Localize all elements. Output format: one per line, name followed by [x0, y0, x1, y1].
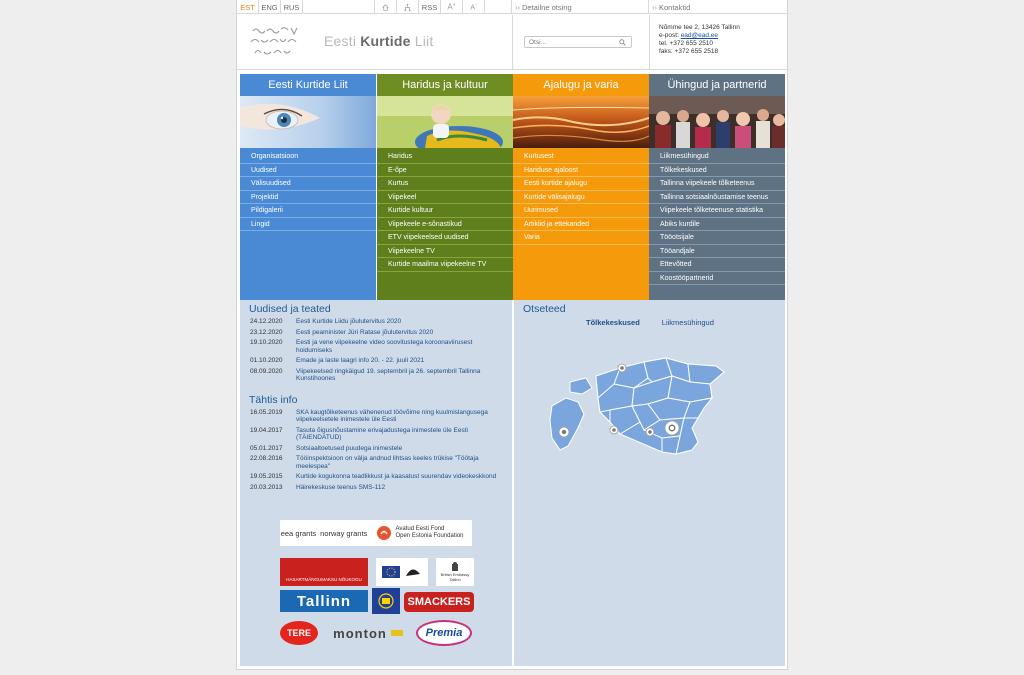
detailed-search-label: Detailne otsing: [522, 2, 572, 12]
menu-item[interactable]: ETV viipekeelsed uudised: [377, 231, 513, 245]
contacts-link[interactable]: [649, 0, 787, 14]
nav-column-education: [377, 74, 513, 300]
menu-item[interactable]: Liikmesühingud: [649, 150, 785, 164]
news-item: [240, 368, 512, 383]
top-bar: [237, 0, 787, 14]
nav-column-title[interactable]: Ajalugu ja varia: [513, 74, 649, 96]
nav-column-menu: [649, 148, 785, 285]
nav-column-partners: [649, 74, 785, 300]
info-link[interactable]: Sotsiaaltoetused puudega inimestele: [296, 444, 403, 452]
royal-crest-icon: [449, 562, 461, 572]
header: [237, 15, 787, 70]
embassy-text-1: British Embassy: [440, 572, 470, 577]
menu-item[interactable]: Välisuudised: [240, 177, 376, 191]
nav-column-menu: [513, 148, 649, 245]
contact-info: [659, 24, 740, 56]
shortcuts-panel: [513, 300, 785, 666]
logo-word-kurtide: Kurtide: [360, 33, 411, 49]
info-item: [240, 409, 512, 424]
contact-email-row: [659, 32, 740, 40]
menu-item[interactable]: Tallinna viipekeele tõlketeenus: [649, 177, 785, 191]
tab-member-associations[interactable]: Liikmesühingud: [661, 318, 714, 327]
menu-item[interactable]: Kurtusest: [513, 150, 649, 164]
topbar-spacer-2: [485, 0, 512, 14]
open-estonia-logo[interactable]: [368, 520, 472, 546]
menu-item[interactable]: Tallinna sotsiaalnõustamise teenus: [649, 191, 785, 205]
sitemap-icon[interactable]: [397, 0, 419, 14]
home-icon[interactable]: [375, 0, 397, 14]
tere-logo[interactable]: [280, 621, 318, 645]
eye-image: [240, 96, 376, 148]
nav-column-menu: [240, 148, 376, 231]
tallinn-text: Tallinn: [296, 592, 352, 610]
info-date: 22.08.2016: [250, 455, 283, 462]
nav-column-history: [513, 74, 649, 300]
sponsor-logos: [280, 520, 476, 650]
header-divider: [512, 15, 513, 70]
menu-item[interactable]: Viipekeele tõlketeenuse statistika: [649, 204, 785, 218]
logo-word-eesti: Eesti: [324, 33, 357, 49]
important-title: Tähtis info: [249, 393, 298, 406]
info-date: 20.03.2013: [250, 483, 283, 491]
news-item: [240, 339, 512, 354]
news-link[interactable]: Eesti peaminister Jüri Ratase jõulutervitus 2020: [296, 328, 434, 336]
info-link[interactable]: Häirekeskuse teenus SMS-112: [296, 483, 386, 491]
menu-item[interactable]: Eesti kurtide ajalugu: [513, 177, 649, 191]
news-item: [240, 318, 512, 326]
menu-item[interactable]: Uurimused: [513, 204, 649, 218]
menu-item[interactable]: Kurtus: [377, 177, 513, 191]
menu-item[interactable]: Kurtide kultuur: [377, 204, 513, 218]
contact-email-label: e-post:: [659, 32, 679, 39]
rss-link[interactable]: RSS: [419, 0, 441, 14]
search-icon[interactable]: [617, 37, 627, 47]
news-item: [240, 329, 512, 337]
news-item: [240, 357, 512, 365]
header-divider: [649, 15, 650, 70]
menu-item[interactable]: Viipekeele e-sõnastikud: [377, 218, 513, 232]
info-link[interactable]: Kurtide kogukonna teadlikkust ja kaasatust suurendav videokeskkond: [296, 473, 497, 480]
page: [236, 0, 788, 670]
sunset-image: [513, 96, 649, 148]
premia-text: Premia: [425, 627, 463, 639]
info-item: [240, 427, 512, 442]
menu-item[interactable]: Tööotsijale: [649, 231, 785, 245]
monton-mark: [391, 630, 403, 636]
topbar-spacer: [303, 0, 375, 14]
info-item: [240, 455, 512, 470]
news-link[interactable]: Viipekeelsed ringkäigud 19. septembril ja 26. septembril Tallinna Kunstihoones: [296, 367, 481, 382]
monton-text: monton: [333, 625, 387, 641]
info-date: 16.05.2019: [250, 408, 283, 416]
nav-column-ekl: [240, 74, 376, 300]
logo-text: [324, 33, 433, 49]
aef-name-et: Avatud Eesti Fond: [395, 526, 445, 532]
news-date: 08.09.2020: [250, 367, 283, 375]
norway-grants-text: norway grants: [320, 528, 368, 538]
nav-column-title[interactable]: Eesti Kurtide Liit: [240, 74, 376, 96]
crowd-image: [649, 96, 785, 148]
aef-name-en: Open Estonia Foundation: [395, 533, 464, 539]
lang-est[interactable]: EST: [237, 0, 259, 14]
aef-emblem-icon: [376, 525, 392, 541]
abilogo-badge[interactable]: [372, 588, 400, 614]
menu-item[interactable]: Koostööpartnerid: [649, 272, 785, 286]
tab-interpretation-centers[interactable]: Tõlkekeskused: [586, 318, 640, 327]
menu-item[interactable]: Kurtide välisajalugu: [513, 191, 649, 205]
info-date: 19.05.2015: [250, 473, 283, 480]
lang-rus[interactable]: RUS: [281, 0, 303, 14]
info-date: 05.01.2017: [250, 444, 283, 452]
menu-item[interactable]: Tõlkekeskused: [649, 164, 785, 178]
news-date: 01.10.2020: [250, 357, 283, 364]
info-link[interactable]: Tasuta õigusnõustamine erivajadustega inimestele üle Eesti (TÄIENDATUD): [296, 426, 468, 441]
detailed-search-link[interactable]: [512, 0, 649, 14]
info-link[interactable]: SKA kaugtõlketeenus vähenenud töövõime ning kuulmislangusega viipekeelsetele inimestele üle Eesti: [296, 408, 488, 423]
menu-item[interactable]: Artiklid ja ettekanded: [513, 218, 649, 232]
smackers-logo[interactable]: [404, 592, 474, 612]
info-link[interactable]: Tööinspektsioon on välja andnud lihtsas keeles trükise "Töötaja meelespea": [296, 455, 479, 470]
info-item: [240, 484, 512, 492]
menu-item[interactable]: E-õpe: [377, 164, 513, 178]
menu-item[interactable]: Projektid: [240, 191, 376, 205]
eu-flag-icon: [380, 562, 424, 582]
british-embassy-logo[interactable]: [436, 558, 474, 586]
lang-eng[interactable]: ENG: [259, 0, 281, 14]
embassy-text-2: Tallinn: [449, 577, 461, 582]
menu-item[interactable]: Uudised: [240, 164, 376, 178]
news-date: 24.12.2020: [250, 318, 283, 325]
hands-logo-icon: [249, 23, 319, 59]
menu-item[interactable]: Tööandjale: [649, 245, 785, 259]
badge-emblem-icon: [376, 592, 396, 610]
menu-item[interactable]: Kurtide maailma viipekeelne TV: [377, 258, 513, 272]
smackers-text: SMACKERS: [407, 596, 471, 608]
logo-word-liit: Liit: [414, 33, 434, 49]
eu-flags-logo[interactable]: [376, 558, 428, 586]
font-decrease-icon[interactable]: A-: [463, 0, 485, 14]
double-chevron-icon: ››: [652, 2, 657, 12]
news-link[interactable]: Eesti Kurtide Liidu jõulutervitus 2020: [296, 318, 402, 325]
news-link[interactable]: Emade ja laste laagri info 20. - 22. juuli 2021: [296, 357, 425, 364]
search-box: [524, 36, 632, 48]
menu-item[interactable]: Haridus: [377, 150, 513, 164]
info-item: [240, 445, 512, 453]
menu-item[interactable]: Abiks kurdile: [649, 218, 785, 232]
news-date: 23.12.2020: [250, 328, 283, 336]
menu-item[interactable]: Viipekeel: [377, 191, 513, 205]
info-date: 19.04.2017: [250, 426, 283, 434]
tere-text: TERE: [286, 628, 311, 638]
menu-item[interactable]: Organisatsioon: [240, 150, 376, 164]
child-image: [377, 96, 513, 148]
tallinn-logo[interactable]: [280, 590, 368, 612]
font-increase-icon[interactable]: A+: [441, 0, 463, 14]
menu-item[interactable]: Ettevõtted: [649, 258, 785, 272]
monton-logo[interactable]: [326, 624, 410, 642]
estonia-map[interactable]: [548, 354, 734, 474]
eea-grants-text: eea grants: [280, 528, 317, 538]
nav-column-title[interactable]: Ühingud ja partnerid: [649, 74, 785, 96]
search-input[interactable]: [525, 37, 617, 47]
shortcut-tabs: [514, 318, 785, 327]
double-chevron-icon: ››: [515, 2, 520, 12]
nav-column-title[interactable]: Haridus ja kultuur: [377, 74, 513, 96]
premia-logo[interactable]: [416, 620, 472, 646]
contact-email-link[interactable]: ead@ead.ee: [680, 32, 719, 39]
nav-column-menu: [377, 148, 513, 272]
menu-item[interactable]: Varia: [513, 231, 649, 245]
menu-item[interactable]: Lingid: [240, 218, 376, 232]
menu-item[interactable]: Pildigalerii: [240, 204, 376, 218]
shortcuts-title: Otseteed: [523, 303, 566, 315]
menu-item[interactable]: Hariduse ajaloost: [513, 164, 649, 178]
hasartmangumaksu-logo[interactable]: [280, 558, 368, 586]
info-item: [240, 473, 512, 481]
hasart-text: HASARTMÄNGUMAKSU NÕUKOGU: [286, 576, 362, 582]
news-title: Uudised ja teated: [249, 303, 331, 315]
news-link[interactable]: Eesti ja vene viipekeelne video soovitustega koroonaviirusest hoidumiseks: [296, 339, 473, 354]
site-logo[interactable]: [249, 23, 459, 59]
news-panel: [240, 300, 512, 666]
contact-phone: tel. +372 655 2510: [659, 40, 714, 47]
contacts-label: Kontaktid: [659, 2, 691, 12]
eea-norway-grants-logo[interactable]: [280, 520, 368, 546]
news-date: 19.10.2020: [250, 339, 283, 346]
contact-address: Nõmme tee 2, 13426 Tallinn: [659, 24, 740, 31]
contact-fax: faks: +372 655 2518: [659, 48, 719, 55]
menu-item[interactable]: Viipekeelne TV: [377, 245, 513, 259]
